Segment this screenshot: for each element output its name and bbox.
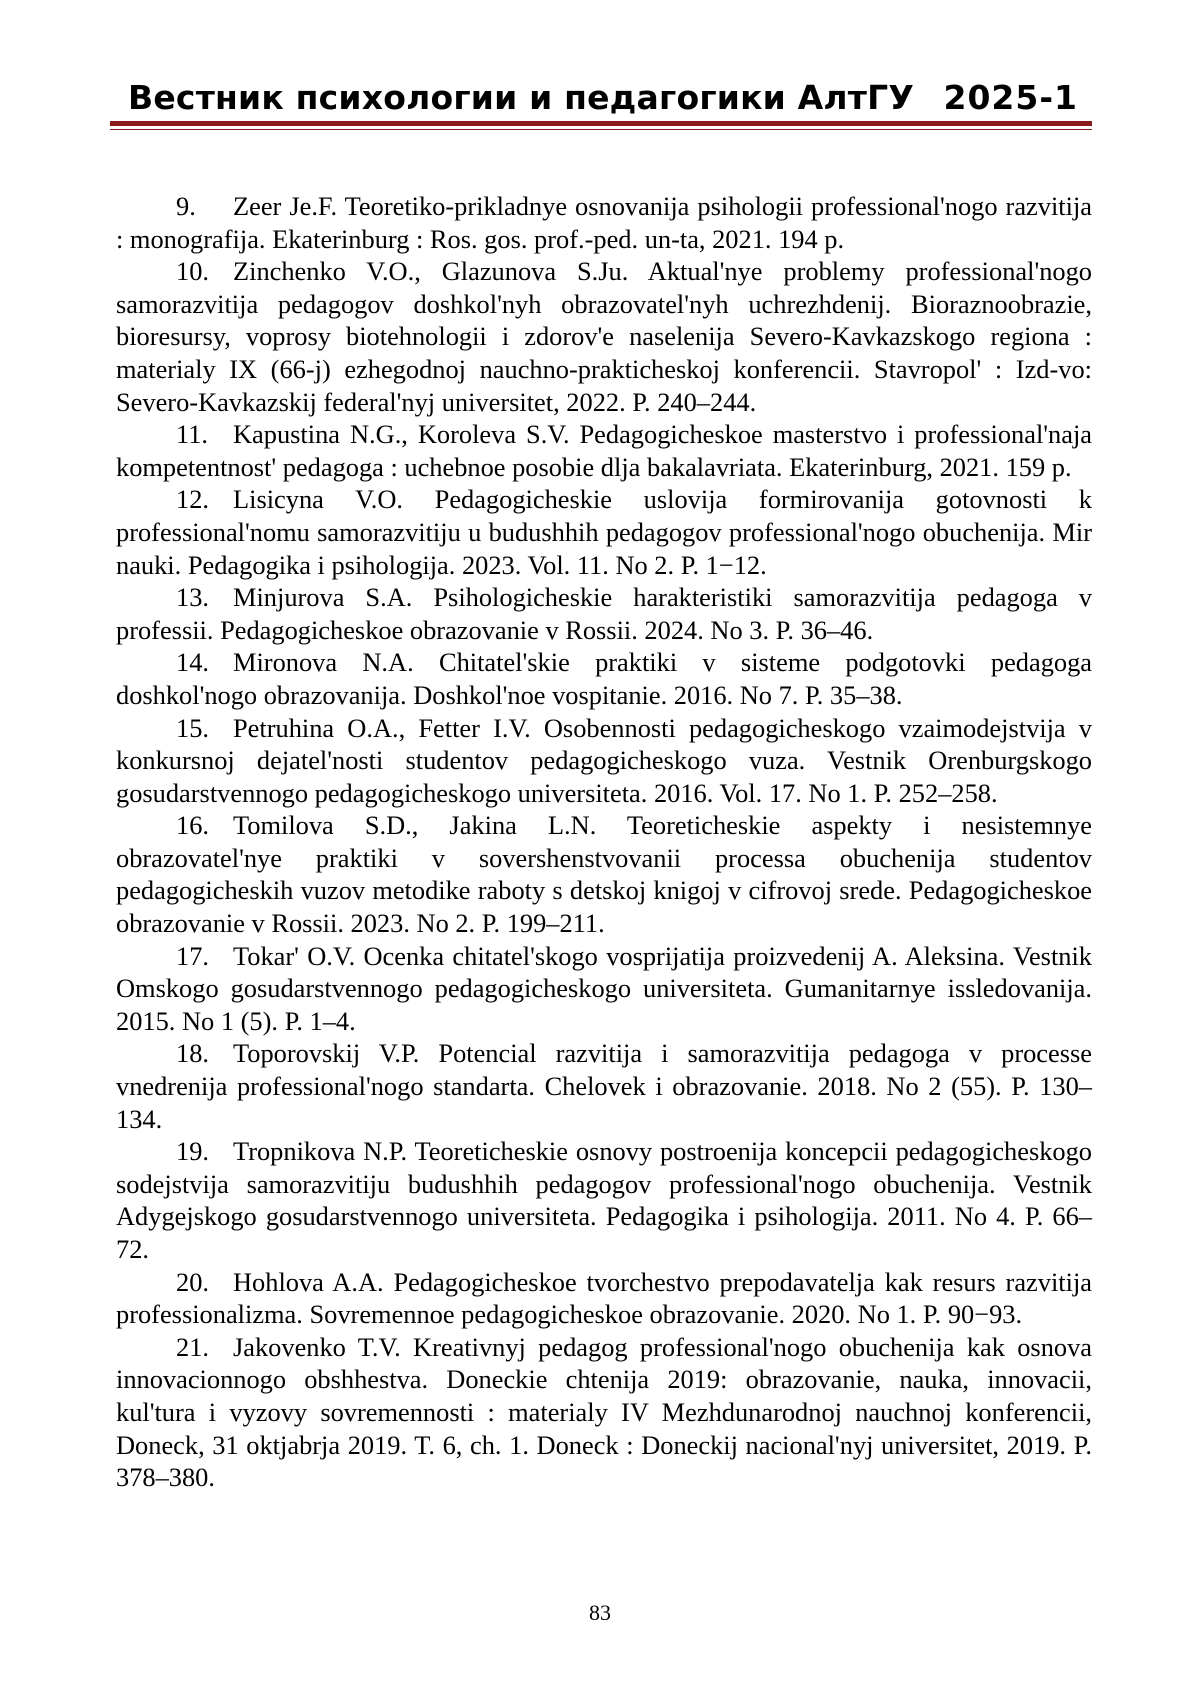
issue-number: 2025-1 <box>943 78 1078 117</box>
reference-number: 14. <box>176 646 233 679</box>
page-number: 83 <box>0 1600 1200 1626</box>
reference-text: Petruhina O.A., Fetter I.V. Osobennosti pedagogicheskogo vzaimodejstvija v konkursnoj dejatel'nosti studentov pedagogicheskogo vuza. Vestnik Orenburgskogo gosudarstvennogo pedagogicheskogo universiteta. 2016. Vol. 17. No 1. P. 252–258. <box>116 713 1092 808</box>
reference-number: 19. <box>176 1135 233 1168</box>
reference-text: Mironova N.A. Chitatel'skie praktiki v sisteme podgotovki pedagoga doshkol'nogo obrazovanija. Doshkol'noe vospitanie. 2016. No 7. P. 35–38. <box>116 647 1092 710</box>
reference-item <box>116 1266 1092 1331</box>
reference-item <box>116 1135 1092 1265</box>
journal-title: Вестник психологии и педагогики АлтГУ <box>128 78 914 117</box>
running-header <box>110 72 1092 124</box>
reference-number: 16. <box>176 809 233 842</box>
reference-item <box>116 712 1092 810</box>
reference-text: Lisicyna V.O. Pedagogicheskie uslovija formirovanija gotovnosti k professional'nomu samorazvitiju u budushhih pedagogov professional'nogo obuchenija. Mir nauki. Pedagogika i psihologija. 2023. Vol. 11. No 2. P. 1−12. <box>116 484 1092 579</box>
reference-number: 10. <box>176 255 233 288</box>
reference-number: 9. <box>176 190 233 223</box>
reference-list <box>116 190 1092 1494</box>
reference-text: Toporovskij V.P. Potencial razvitija i samorazvitija pedagoga v processe vnedrenija professional'nogo standarta. Chelovek i obrazovanie. 2018. No 2 (55). P. 130–134. <box>116 1038 1092 1133</box>
reference-number: 12. <box>176 483 233 516</box>
reference-text: Minjurova S.A. Psihologicheskie harakteristiki samorazvitija pedagoga v professii. Pedagogicheskoe obrazovanie v Rossii. 2024. No 3. P. 36–46. <box>116 582 1092 645</box>
reference-number: 13. <box>176 581 233 614</box>
reference-text: Tomilova S.D., Jakina L.N. Teoreticheskie aspekty i nesistemnye obrazovatel'nye praktiki v sovershenstvovanii processa obuchenija studentov pedagogicheskih vuzov metodike raboty s detskoj knigoj v cifrovoj srede. Pedagogicheskoe obrazovanie v Rossii. 2023. No 2. P. 199–211. <box>116 810 1092 938</box>
reference-item <box>116 940 1092 1038</box>
reference-item <box>116 190 1092 255</box>
reference-item <box>116 581 1092 646</box>
reference-text: Tropnikova N.P. Teoreticheskie osnovy postroenija koncepcii pedagogicheskogo sodejstvija samorazvitiju budushhih pedagogov professional'nogo obuchenija. Vestnik Adygejskogo gosudarstvennogo universiteta. Pedagogika i psihologija. 2011. No 4. P. 66–72. <box>116 1136 1092 1264</box>
header-rule-thick <box>110 121 1092 126</box>
reference-number: 21. <box>176 1331 233 1364</box>
reference-text: Zeer Je.F. Teoretiko-prikladnye osnovanija psihologii professional'nogo razvitija : monografija. Ekaterinburg : Ros. gos. prof.-ped. un-ta, 2021. 194 p. <box>116 191 1092 254</box>
reference-item <box>116 255 1092 418</box>
header-rule-thin <box>110 129 1092 130</box>
reference-item <box>116 1037 1092 1135</box>
reference-item <box>116 1331 1092 1494</box>
reference-number: 11. <box>176 418 233 451</box>
reference-text: Kapustina N.G., Koroleva S.V. Pedagogicheskoe masterstvo i professional'naja kompetentnost' pedagoga : uchebnoe posobie dlja bakalavriata. Ekaterinburg, 2021. 159 p. <box>116 419 1092 482</box>
reference-item <box>116 809 1092 939</box>
reference-text: Jakovenko T.V. Kreativnyj pedagog professional'nogo obuchenija kak osnova innovacionnogo obshhestva. Doneckie chtenija 2019: obrazovanie, nauka, innovacii, kul'tura i vyzovy sovremennosti : materialy IV Mezhdunarodnoj nauchnoj konferencii, Doneck, 31 oktjabrja 2019. T. 6, ch. 1. Doneck : Doneckij nacional'nyj universitet, 2019. P. 378–380. <box>116 1332 1092 1492</box>
reference-number: 20. <box>176 1266 233 1299</box>
reference-text: Hohlova A.A. Pedagogicheskoe tvorchestvo prepodavatelja kak resurs razvitija professionalizma. Sovremennoe pedagogicheskoe obrazovanie. 2020. No 1. P. 90−93. <box>116 1267 1092 1330</box>
reference-number: 18. <box>176 1037 233 1070</box>
reference-item <box>116 646 1092 711</box>
reference-text: Zinchenko V.O., Glazunova S.Ju. Aktual'nye problemy professional'nogo samorazvitija pedagogov doshkol'nyh obrazovatel'nyh uchrezhdenij. Bioraznoobrazie, bioresursy, voprosy biotehnologii i zdorov'e naselenija Severo-Kavkazskogo regiona : materialy IX (66-j) ezhegodnoj nauchno-prakticheskoj konferencii. Stavropol' : Izd-vo: Severo-Kavkazskij federal'nyj universitet, 2022. P. 240–244. <box>116 256 1092 416</box>
reference-number: 15. <box>176 712 233 745</box>
reference-item <box>116 418 1092 483</box>
reference-item <box>116 483 1092 581</box>
reference-number: 17. <box>176 940 233 973</box>
document-page <box>0 0 1200 1696</box>
reference-text: Tokar' O.V. Ocenka chitatel'skogo vosprijatija proizvedenij A. Aleksina. Vestnik Omskogo gosudarstvennogo pedagogicheskogo universiteta. Gumanitarnye issledovanija. 2015. No 1 (5). P. 1–4. <box>116 941 1092 1036</box>
